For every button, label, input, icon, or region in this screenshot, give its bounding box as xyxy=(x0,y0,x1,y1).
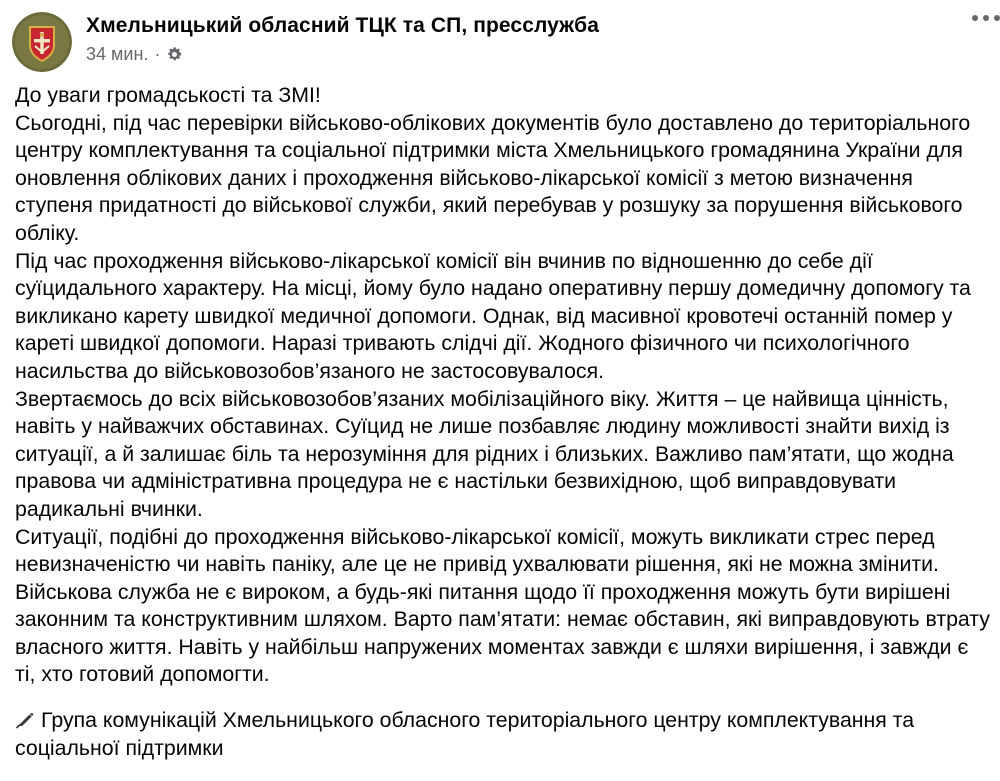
page-name[interactable]: Хмельницький обласний ТЦК та СП, пресслужба xyxy=(86,14,600,37)
post-paragraph: Сьогодні, під час перевірки військово-облікових документів було доставлено до територіального центру комплектування та соціальної підтримки міста Хмельницького громадянина України для оновлення облікових даних і проходження військово-лікарської комісії з метою визначення ступеня придатності до військової служби, який перебував у розшуку за порушення військового обліку. xyxy=(15,110,971,245)
more-options-icon[interactable] xyxy=(972,12,1000,24)
pen-icon xyxy=(15,709,35,729)
more-dot xyxy=(983,15,989,21)
gear-icon[interactable] xyxy=(166,46,183,63)
more-dot xyxy=(994,15,1000,21)
coat-of-arms-emblem xyxy=(12,12,72,72)
post-timestamp[interactable]: 34 мин. xyxy=(86,44,149,64)
signature-text: Група комунікацій Хмельницького обласного територіального центру комплектування та соціальної підтримки xyxy=(15,708,915,760)
post-subline xyxy=(86,43,599,65)
more-dot xyxy=(972,15,978,21)
meta-separator: · xyxy=(154,44,161,64)
post-paragraph: Ситуації, подібні до проходження військово-лікарської комісії, можуть викликати стрес перед невизначеністю чи навіть паніку, але це не привід ухвалювати рішення, які не можна змінити. Військова служба не є вироком, а будь-які питання щодо її проходження можуть бути вирішені законним та конструктивним шляхом. Варто пам’ятати: немає обставин, які виправдовують втрату власного життя. Навіть у найбільш напружених моментах завжди є шляхи вирішення, і завжди є ті, хто готовий допомогти. xyxy=(15,524,990,687)
page-avatar[interactable] xyxy=(12,12,72,72)
post-paragraph: Під час проходження військово-лікарської комісії він вчинив по відношенню до себе дії суїцидального характеру. На місці, йому було надано оперативну першу домедичну допомогу та викликано карету швидкої медичної допомоги. Однак, від масивної кровотечі останній помер у кареті швидкої допомоги. Наразі тривають слідчі дії. Жодного фізичного чи психологічного насильства до військовозобов’язаного не застосовувалося. xyxy=(15,248,971,383)
post-meta xyxy=(86,12,599,65)
post-signature xyxy=(15,707,990,762)
post-body xyxy=(15,82,990,762)
post-paragraph: До уваги громадськості та ЗМІ! xyxy=(15,83,321,107)
post-header xyxy=(12,12,984,72)
post-paragraph: Звертаємось до всіх військовозобов’язаних мобілізаційного віку. Життя – це найвища цінність, навіть у найважчих обставинах. Суїцид не лише позбавляє людину можливості знайти вихід із ситуації, а й залишає біль та нерозуміння для рідних і близьких. Важливо пам’ятати, що жодна правова чи адміністративна процедура не є настільки безвихідною, щоб виправдовувати радикальні вчинки. xyxy=(15,386,954,521)
